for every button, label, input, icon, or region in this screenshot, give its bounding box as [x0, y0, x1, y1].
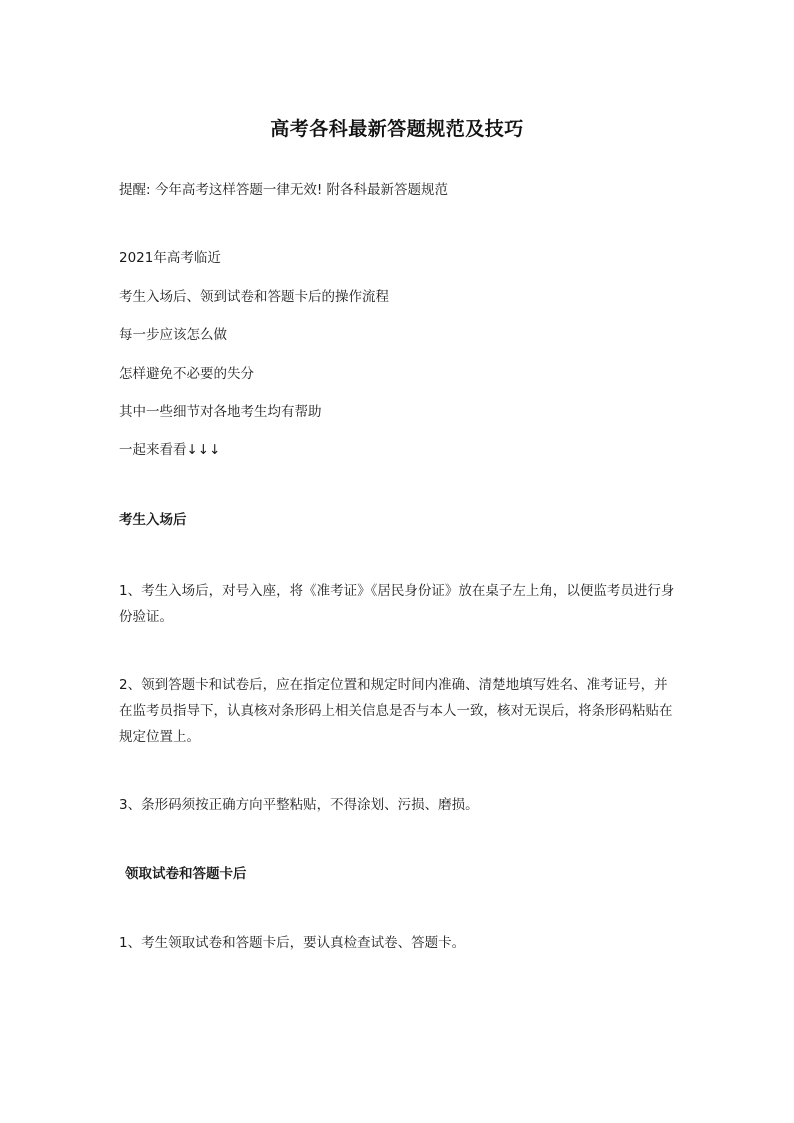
section-heading: 领取试卷和答题卡后	[125, 866, 247, 882]
reminder-line: 提醒: 今年高考这样答题一律无效! 附各科最新答题规范	[119, 182, 449, 198]
document-title: 高考各科最新答题规范及技巧	[270, 118, 524, 140]
intro-line: 其中一些细节对各地考生均有帮助	[119, 404, 322, 420]
intro-line: 每一步应该怎么做	[119, 327, 227, 343]
intro-line: 2021年高考临近	[119, 250, 221, 266]
section-paragraph: 1、考生领取试卷和答题卡后，要认真检查试卷、答题卡。	[119, 935, 466, 951]
section-paragraph: 1、考生入场后，对号入座，将《准考证》《居民身份证》放在桌子左上角，以便监考员进行身份验证。	[119, 583, 675, 625]
intro-line: 怎样避免不必要的失分	[119, 366, 254, 382]
intro-line: 一起来看看↓↓↓	[119, 442, 221, 458]
section-paragraph: 2、领到答题卡和试卷后，应在指定位置和规定时间内准确、清楚地填写姓名、准考证号，并在监考员指导下，认真核对条形码上相关信息是否与本人一致，核对无误后，将条形码粘贴在规定位置上。	[119, 677, 673, 745]
section-paragraph: 3、条形码须按正确方向平整粘贴，不得涂划、污损、磨损。	[119, 797, 479, 813]
section-heading: 考生入场后	[119, 512, 187, 528]
intro-line: 考生入场后、领到试卷和答题卡后的操作流程	[119, 289, 389, 305]
